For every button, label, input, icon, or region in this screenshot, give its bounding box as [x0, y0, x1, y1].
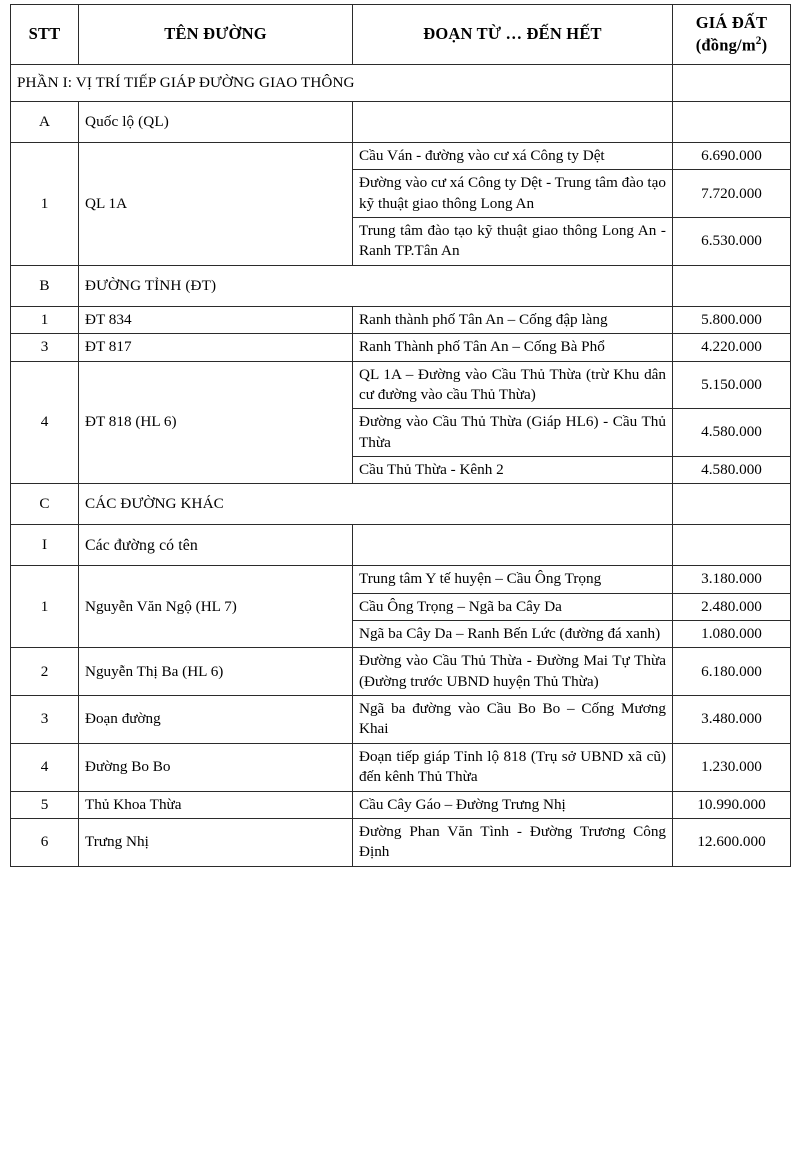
segment-description: Cầu Cây Gáo – Đường Trưng Nhị — [353, 791, 673, 818]
unit-prefix: (đồng/m — [695, 35, 756, 55]
row-index: 3 — [11, 334, 79, 361]
column-header-segment: ĐOẠN TỪ … ĐẾN HẾT — [353, 5, 673, 65]
road-name: ĐT 834 — [79, 306, 353, 333]
row-index: 3 — [11, 696, 79, 744]
unit-superscript: 2 — [755, 35, 762, 48]
road-name: Đường Bo Bo — [79, 743, 353, 791]
section-title-a: Quốc lộ (QL) — [79, 102, 353, 143]
table-row — [11, 334, 791, 361]
land-price-value: 1.080.000 — [673, 621, 791, 648]
table-row — [11, 361, 791, 409]
row-index: 4 — [11, 361, 79, 484]
land-price-value: 4.220.000 — [673, 334, 791, 361]
segment-description: QL 1A – Đường vào Cầu Thủ Thừa (trừ Khu dân cư đường vào cầu Thủ Thừa) — [353, 361, 673, 409]
land-price-value: 5.800.000 — [673, 306, 791, 333]
road-name: Nguyễn Văn Ngộ (HL 7) — [79, 566, 353, 648]
segment-description: Trung tâm Y tế huyện – Cầu Ông Trọng — [353, 566, 673, 593]
land-price-value: 6.690.000 — [673, 143, 791, 170]
table-row — [11, 566, 791, 593]
table-body — [11, 65, 791, 867]
land-price-table — [10, 4, 791, 867]
row-index: 6 — [11, 818, 79, 866]
table-header-row — [11, 5, 791, 65]
row-index: 1 — [11, 306, 79, 333]
table-row — [11, 818, 791, 866]
road-name: Nguyễn Thị Ba (HL 6) — [79, 648, 353, 696]
column-header-road-name: TÊN ĐƯỜNG — [79, 5, 353, 65]
road-name: QL 1A — [79, 143, 353, 266]
section-row-c — [11, 484, 791, 525]
land-price-value: 4.580.000 — [673, 456, 791, 483]
table-row — [11, 648, 791, 696]
road-name: Trưng Nhị — [79, 818, 353, 866]
section-letter-b: B — [11, 265, 79, 306]
section-a-price-blank — [673, 102, 791, 143]
land-price-unit — [679, 34, 784, 57]
land-price-value: 10.990.000 — [673, 791, 791, 818]
section-b-price-blank — [673, 265, 791, 306]
subsection-row-i — [11, 525, 791, 566]
land-price-value: 7.720.000 — [673, 170, 791, 218]
land-price-value: 2.480.000 — [673, 593, 791, 620]
land-price-value: 1.230.000 — [673, 743, 791, 791]
road-name: Đoạn đường — [79, 696, 353, 744]
section-row-a — [11, 102, 791, 143]
row-index: 1 — [11, 143, 79, 266]
section-a-segment-blank — [353, 102, 673, 143]
segment-description: Ngã ba Cây Da – Ranh Bến Lức (đường đá xanh) — [353, 621, 673, 648]
segment-description: Ngã ba đường vào Cầu Bo Bo – Cống Mương Khai — [353, 696, 673, 744]
section-c-price-blank — [673, 484, 791, 525]
column-header-stt: STT — [11, 5, 79, 65]
segment-description: Cầu Thủ Thừa - Kênh 2 — [353, 456, 673, 483]
road-name: ĐT 817 — [79, 334, 353, 361]
segment-description: Trung tâm đào tạo kỹ thuật giao thông Long An - Ranh TP.Tân An — [353, 218, 673, 266]
land-price-title: GIÁ ĐẤT — [695, 13, 768, 33]
segment-description: Cầu Ván - đường vào cư xá Công ty Dệt — [353, 143, 673, 170]
subsection-i-price-blank — [673, 525, 791, 566]
land-price-value: 3.480.000 — [673, 696, 791, 744]
road-name: Thủ Khoa Thừa — [79, 791, 353, 818]
section-title-b: ĐƯỜNG TỈNH (ĐT) — [79, 265, 673, 306]
table-row — [11, 306, 791, 333]
segment-description: Đường Phan Văn Tình - Đường Trương Công Định — [353, 818, 673, 866]
land-price-value: 6.530.000 — [673, 218, 791, 266]
segment-description: Ranh thành phố Tân An – Cống đập làng — [353, 306, 673, 333]
land-price-value: 6.180.000 — [673, 648, 791, 696]
row-index: 2 — [11, 648, 79, 696]
section-title-c: CÁC ĐƯỜNG KHÁC — [79, 484, 673, 525]
unit-suffix: ) — [761, 35, 768, 55]
subsection-i-segment-blank — [353, 525, 673, 566]
segment-description: Đường vào Cầu Thủ Thừa (Giáp HL6) - Cầu Thủ Thừa — [353, 409, 673, 457]
land-price-value: 5.150.000 — [673, 361, 791, 409]
segment-description: Ranh Thành phố Tân An – Cống Bà Phổ — [353, 334, 673, 361]
section-letter-c: C — [11, 484, 79, 525]
land-price-value: 3.180.000 — [673, 566, 791, 593]
land-price-value: 4.580.000 — [673, 409, 791, 457]
road-name: ĐT 818 (HL 6) — [79, 361, 353, 484]
row-index: 1 — [11, 566, 79, 648]
row-index: 5 — [11, 791, 79, 818]
segment-description: Đường vào cư xá Công ty Dệt - Trung tâm đào tạo kỹ thuật giao thông Long An — [353, 170, 673, 218]
segment-description: Đoạn tiếp giáp Tỉnh lộ 818 (Trụ sở UBND xã cũ) đến kênh Thủ Thừa — [353, 743, 673, 791]
table-row — [11, 743, 791, 791]
land-price-value: 12.600.000 — [673, 818, 791, 866]
section-row-b — [11, 265, 791, 306]
subsection-title-i: Các đường có tên — [79, 525, 353, 566]
table-row — [11, 143, 791, 170]
segment-description: Cầu Ông Trọng – Ngã ba Cây Da — [353, 593, 673, 620]
part-banner-row — [11, 65, 791, 102]
section-letter-a: A — [11, 102, 79, 143]
part-banner-price-blank — [673, 65, 791, 102]
table-row — [11, 696, 791, 744]
row-index: 4 — [11, 743, 79, 791]
segment-description: Đường vào Cầu Thủ Thừa - Đường Mai Tự Thừa (Đường trước UBND huyện Thủ Thừa) — [353, 648, 673, 696]
table-row — [11, 791, 791, 818]
column-header-land-price — [673, 5, 791, 65]
subsection-numeral-i: I — [11, 525, 79, 566]
part-banner-label: PHẦN I: VỊ TRÍ TIẾP GIÁP ĐƯỜNG GIAO THÔNG — [11, 65, 673, 102]
